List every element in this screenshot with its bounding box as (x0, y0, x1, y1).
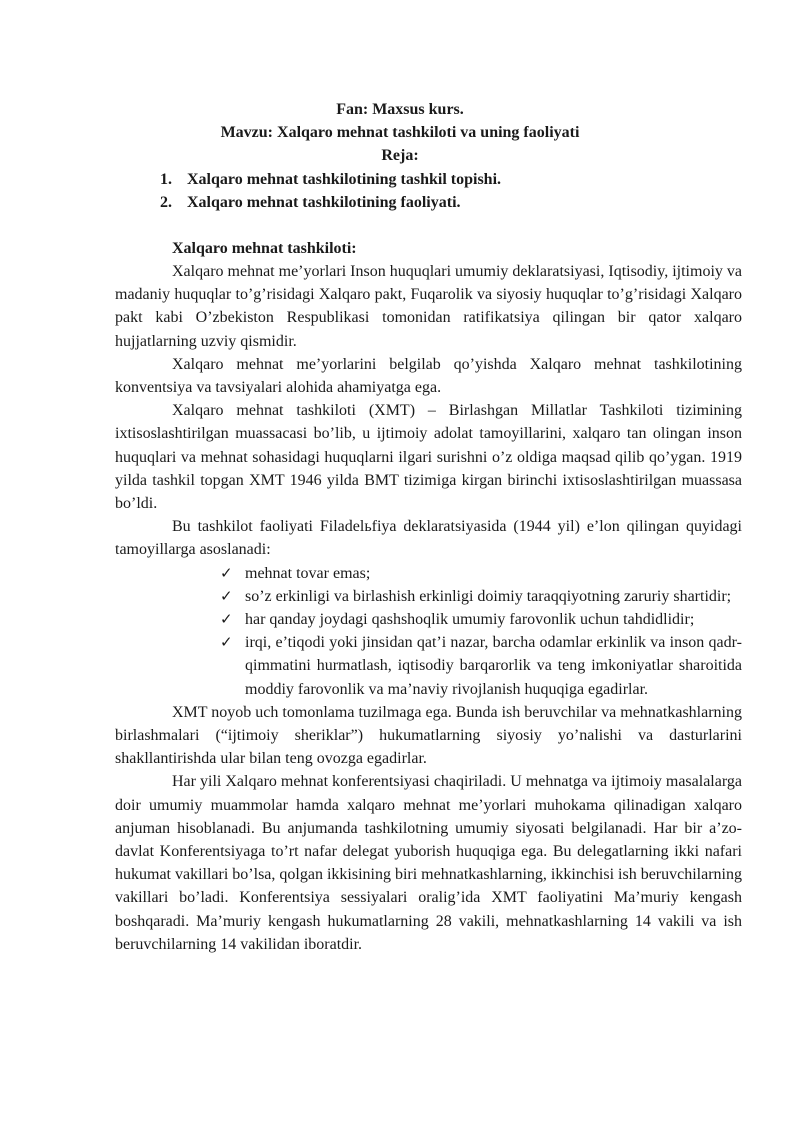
principle-text: har qanday joydagi qashshoqlik umumiy farovonlik uchun tahdidlidir; (245, 611, 695, 629)
plan-item-text: Xalqaro mehnat tashkilotining faoliyati. (187, 194, 461, 211)
paragraph: Xalqaro mehnat me’yorlarini belgilab qo’yishda Xalqaro mehnat tashkilotining konventsiya va tavsiyalari alohida ahamiyatga ega. (115, 355, 742, 397)
principle-text: so’z erkinligi va birlashish erkinligi doimiy taraqqiyotning zaruriy shartidir; (245, 587, 732, 605)
paragraph: Har yili Xalqaro mehnat konferentsiyasi chaqiriladi. U mehnatga va ijtimoiy masalalarga doir umumiy muammolar hamda xalqaro mehnat me’yorlari muhokama qilinadigan xalqaro anjuman hisoblanadi. Bu anjumanda tashkilotning umumiy siyosati belgilanadi. Har bir a’zo-davlat Konferentsiyaga to’rt nafar delegat yuborish huquqiga ega. Bu delegatlarning ikki nafari hukumat vakillari bo’lsa, qolgan ikkisining biri mehnatkashlarning, ikkinchisi ish beruvchilarning vakillari bo’ladi. Konferentsiya sessiyalari oralig’ida XMT faoliyatini Ma’muriy kengash boshqaradi. Ma’muriy kengash hukumatlarning 28 vakili, mehnatkashlarning 14 vakili va ish beruvchilarning 14 vakilidan iboratdir. (115, 773, 742, 953)
checkmark-icon: ✓ (220, 633, 233, 652)
plan-item (160, 168, 501, 191)
principle-item (220, 585, 742, 608)
subject-heading: Fan: Maxsus kurs. (336, 101, 464, 118)
body-text (115, 260, 742, 956)
plan-item-number: 2. (160, 194, 172, 211)
principles-list (115, 562, 742, 701)
paragraph: Xalqaro mehnat me’yorlari Inson huquqlari umumiy deklaratsiyasi, Iqtisodiy, ijtimoiy va madaniy huquqlar to’g’risidagi Xalqaro pakt, Fuqarolik va siyosiy huquqlar to’g’risidagi Xalqaro pakt kabi O’zbekiston Respublikasi tomonidan ratifikatsiya qilingan bir qator xalqaro hujjatlarning uzviy qismidir. (115, 263, 742, 350)
principle-item (220, 562, 742, 585)
principle-item (220, 608, 742, 631)
paragraph: Bu tashkilot faoliyati Filadelьfiya deklaratsiyasida (1944 yil) e’lon qilingan quyidagi tamoyillarga asoslanadi: (115, 518, 742, 559)
plan-heading: Reja: (381, 147, 419, 164)
section-title: Xalqaro mehnat tashkiloti: (172, 240, 357, 257)
plan-item-number: 1. (160, 171, 172, 188)
plan-item-text: Xalqaro mehnat tashkilotining tashkil topishi. (187, 171, 502, 188)
topic-heading: Mavzu: Xalqaro mehnat tashkiloti va uning faoliyati (220, 124, 580, 141)
paragraph: XMT noyob uch tomonlama tuzilmaga ega. Bunda ish beruvchilar va mehnatkashlarning birlashmalari (“ijtimoiy sheriklar”) hukumatlarning siyosiy yo’nalishi va dasturlarini shakllantirishda ular bilan teng ovozga egadirlar. (115, 703, 742, 768)
checkmark-icon: ✓ (220, 610, 233, 629)
checkmark-icon: ✓ (220, 586, 233, 605)
principle-text: irqi, e’tiqodi yoki jinsidan qat’i nazar, barcha odamlar erkinlik va inson qadr-qimmatini hurmatlash, iqtisodiy barqarorlik va teng imkoniyatlar sharoitida moddiy farovonlik va ma’naviy rivojlanish huquqiga egadirlar. (245, 634, 742, 698)
paragraph: Xalqaro mehnat tashkiloti (XMT) – Birlashgan Millatlar Tashkiloti tizimining ixtisoslashtirilgan muassacasi bo’lib, u ijtimoiy adolat tamoyillarini, xalqaro tan olingan inson huquqlari va mehnat sohasidagi huquqlarni ilgari surishni o’z oldiga maqsad qilib qo’ygan. 1919 yilda tashkil topgan XMT 1946 yilda BMT tizimiga kirgan birinchi ixtisoslashtirilgan muassasa bo’ldi. (115, 402, 742, 513)
checkmark-icon: ✓ (220, 563, 233, 582)
principle-item (220, 631, 742, 701)
principle-text: mehnat tovar emas; (245, 564, 371, 582)
plan-item (160, 191, 461, 214)
